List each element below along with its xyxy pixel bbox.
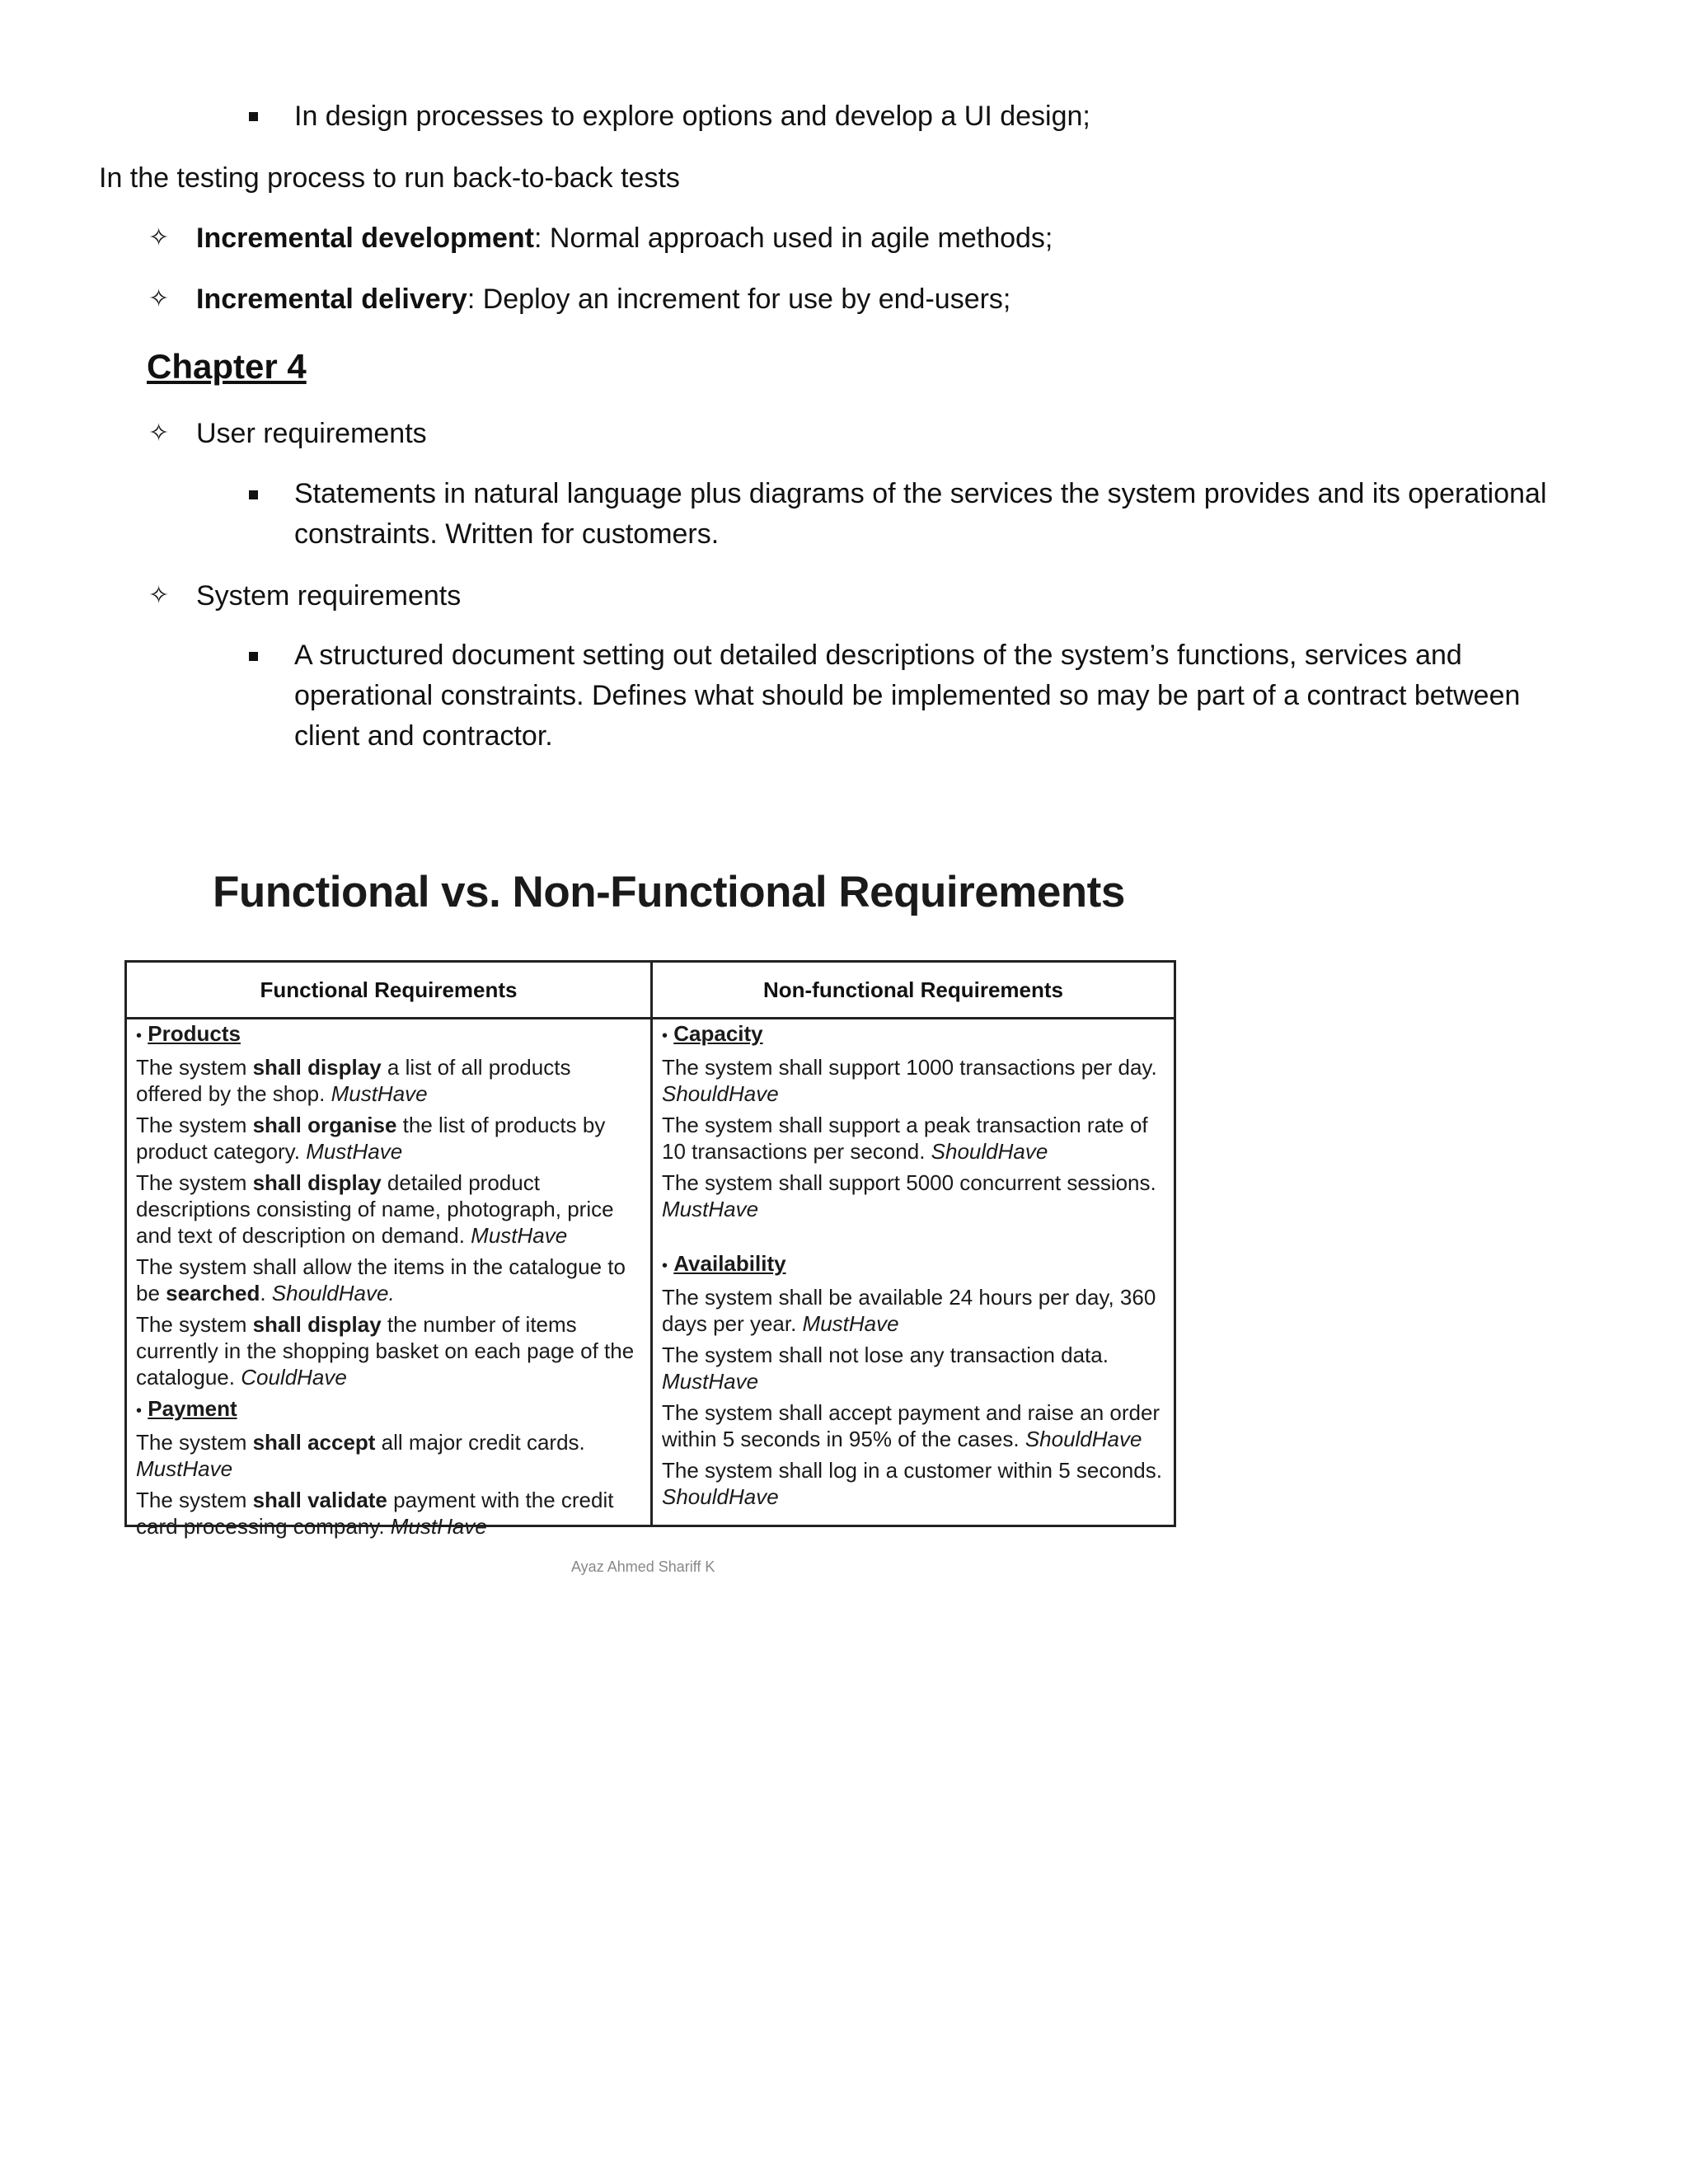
table-row: The system shall display a list of all products offered by the shop. MustHave <box>136 1055 571 1106</box>
square-bullet-icon <box>249 112 258 121</box>
table-row: The system shall validate payment with the credit card processing company. MustHave <box>136 1488 614 1539</box>
table-row: The system shall be available 24 hours per day, 360 days per year. MustHave <box>662 1285 1156 1336</box>
testing-process-line: In the testing process to run back-to-back tests <box>99 162 680 194</box>
functional-column <box>136 1020 643 1544</box>
design-process-bullet: In design processes to explore options and develop a UI design; <box>294 101 1090 132</box>
payment-section: • Payment <box>136 1396 237 1421</box>
table-row: The system shall support 5000 concurrent sessions. MustHave <box>662 1170 1156 1221</box>
star-bullet-icon: ✧ <box>148 223 170 252</box>
table-row: The system shall not lose any transaction data. MustHave <box>662 1343 1109 1394</box>
incremental-delivery-desc: : Deploy an increment for use by end-users; <box>467 284 1011 315</box>
capacity-section: • Capacity <box>662 1021 763 1046</box>
star-bullet-icon: ✧ <box>148 581 170 610</box>
column-divider <box>650 963 653 1525</box>
table-row: The system shall display detailed product descriptions consisting of name, photograph, price and text of description on demand. MustHave <box>136 1170 614 1248</box>
square-bullet-icon <box>249 652 258 661</box>
user-requirements-label: User requirements <box>196 418 427 449</box>
incremental-development-desc: : Normal approach used in agile methods; <box>534 223 1053 254</box>
incremental-development-item <box>196 218 1053 258</box>
square-bullet-icon <box>249 490 258 499</box>
table-row: The system shall log in a customer within 5 seconds. ShouldHave <box>662 1458 1162 1509</box>
star-bullet-icon: ✧ <box>148 284 170 313</box>
system-requirements-desc: A structured document setting out detailed descriptions of the system’s functions, services and operational constraints. Defines what should be implemented so may be part of a contract between client and contractor. <box>294 640 1521 752</box>
chapter-heading: Chapter 4 <box>147 347 307 386</box>
products-section: • Products <box>136 1021 241 1046</box>
star-bullet-icon: ✧ <box>148 419 170 448</box>
figure-credit: Ayaz Ahmed Shariff K <box>571 1558 715 1575</box>
incremental-delivery-item <box>196 279 1010 319</box>
availability-section: • Availability <box>662 1251 786 1276</box>
dot-bullet-icon: • <box>662 1027 668 1045</box>
dot-bullet-icon: • <box>662 1257 668 1275</box>
table-row: The system shall support a peak transaction rate of 10 transactions per second. ShouldHave <box>662 1113 1148 1164</box>
table-row: The system shall support 1000 transactions per day. ShouldHave <box>662 1055 1157 1106</box>
dot-bullet-icon: • <box>136 1402 143 1420</box>
table-row: The system shall accept payment and raise an order within 5 seconds in 95% of the cases. ShouldHave <box>662 1400 1160 1451</box>
table-row: The system shall accept all major credit cards. MustHave <box>136 1430 585 1481</box>
nonfunctional-header: Non-functional Requirements <box>762 977 1063 1002</box>
table-row: The system shall display the number of items currently in the shopping basket on each page of the catalogue. CouldHave <box>136 1312 635 1390</box>
figure-title: Functional vs. Non-Functional Requirements <box>213 868 1125 916</box>
nonfunctional-column <box>662 1020 1166 1515</box>
table-row: The system shall allow the items in the catalogue to be searched. ShouldHave. <box>136 1254 626 1305</box>
incremental-development-term: Incremental development <box>196 223 535 254</box>
system-requirements-label: System requirements <box>196 580 462 612</box>
incremental-delivery-term: Incremental delivery <box>196 284 467 315</box>
user-requirements-desc: Statements in natural language plus diagrams of the services the system provides and its operational constraints. Written for customers. <box>294 478 1547 550</box>
requirements-table <box>124 960 1176 1539</box>
dot-bullet-icon: • <box>136 1027 143 1045</box>
table-row: The system shall organise the list of products by product category. MustHave <box>136 1113 606 1164</box>
functional-header: Functional Requirements <box>260 977 518 1002</box>
